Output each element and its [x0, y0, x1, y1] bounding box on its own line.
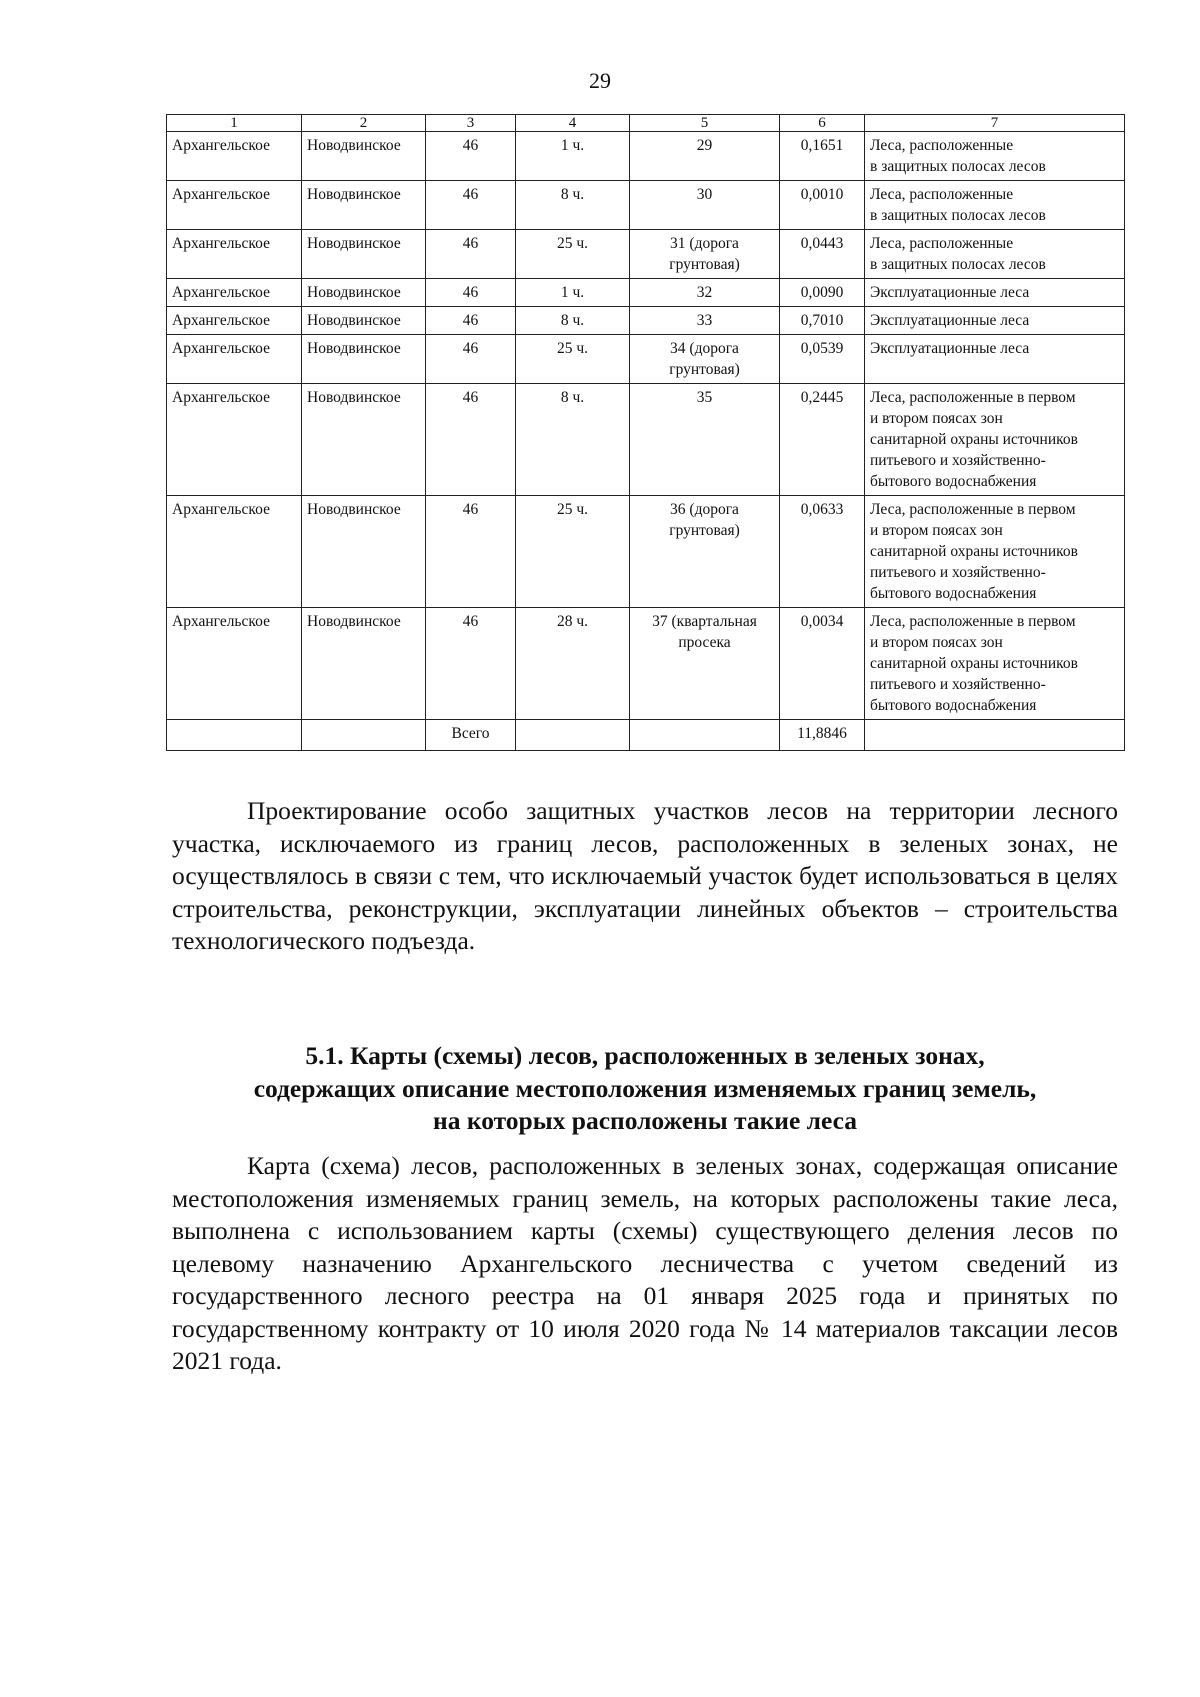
allotment-cell: 25 ч.: [516, 230, 630, 279]
district-forestry-cell: Новодвинское: [302, 384, 426, 496]
area-cell: 0,2445: [780, 384, 865, 496]
district-forestry-cell: Новодвинское: [302, 608, 426, 720]
allotment-cell: 25 ч.: [516, 496, 630, 608]
forestry-cell: Архангельское: [167, 496, 302, 608]
allotment-cell: 1 ч.: [516, 132, 630, 181]
contour-cell: 34 (дорога грунтовая): [630, 335, 780, 384]
forest-category-cell: Леса, расположенные в первом и втором поясах зон санитарной охраны источников питьевого и хозяйственно- бытового водоснабжения: [865, 608, 1125, 720]
forest-category-cell: Леса, расположенные в первом и втором поясах зон санитарной охраны источников питьевого и хозяйственно- бытового водоснабжения: [865, 384, 1125, 496]
table-row: [167, 230, 1125, 279]
table-row: [167, 181, 1125, 230]
district-forestry-cell: Новодвинское: [302, 132, 426, 181]
allotment-cell: 1 ч.: [516, 279, 630, 307]
district-forestry-cell: Новодвинское: [302, 279, 426, 307]
forest-category-cell: Леса, расположенные в первом и втором поясах зон санитарной охраны источников питьевого и хозяйственно- бытового водоснабжения: [865, 496, 1125, 608]
forestry-cell: Архангельское: [167, 230, 302, 279]
total-label: Всего: [426, 720, 516, 751]
quarter-cell: 46: [426, 335, 516, 384]
allotment-cell: 8 ч.: [516, 384, 630, 496]
quarter-cell: 46: [426, 384, 516, 496]
table-row: [167, 496, 1125, 608]
contour-cell: 36 (дорога грунтовая): [630, 496, 780, 608]
empty-cell: [302, 720, 426, 751]
table-row: [167, 335, 1125, 384]
district-forestry-cell: Новодвинское: [302, 496, 426, 608]
empty-cell: [516, 720, 630, 751]
contour-cell: 31 (дорога грунтовая): [630, 230, 780, 279]
district-forestry-cell: Новодвинское: [302, 335, 426, 384]
allotment-cell: 28 ч.: [516, 608, 630, 720]
heading-line: содержащих описание местоположения изменяемых границ земель,: [253, 1073, 1037, 1103]
area-cell: 0,0633: [780, 496, 865, 608]
column-header: 7: [865, 115, 1125, 132]
table-body: [167, 115, 1125, 751]
area-cell: 0,0539: [780, 335, 865, 384]
allotment-cell: 8 ч.: [516, 307, 630, 335]
column-header: 1: [167, 115, 302, 132]
area-cell: 0,0034: [780, 608, 865, 720]
quarter-cell: 46: [426, 132, 516, 181]
paragraph-text: Карта (схема) лесов, расположенных в зеленых зонах, содержащая описание местоположения изменяемых границ земель, на которых расположены такие леса, выполнена с использованием карты (схемы) существующего деления лесов по целевому назначению Архангельского лесничества с учетом сведений из государственного лесного реестра на 01 января 2025 года и принятых по государственному контракту от 10 июля 2020 года № 14 материалов таксации лесов 2021 года.: [172, 1151, 1118, 1375]
column-header: 2: [302, 115, 426, 132]
area-cell: 0,7010: [780, 307, 865, 335]
quarter-cell: 46: [426, 307, 516, 335]
allotment-cell: 8 ч.: [516, 181, 630, 230]
forestry-cell: Архангельское: [167, 279, 302, 307]
forestry-cell: Архангельское: [167, 132, 302, 181]
paragraph-protective-areas: [172, 795, 1118, 958]
table-row: [167, 279, 1125, 307]
quarter-cell: 46: [426, 230, 516, 279]
forest-category-cell: Леса, расположенные в защитных полосах лесов: [865, 230, 1125, 279]
contour-cell: 37 (квартальная просека: [630, 608, 780, 720]
quarter-cell: 46: [426, 496, 516, 608]
paragraph-map-description: [172, 1150, 1118, 1378]
contour-cell: 35: [630, 384, 780, 496]
table-row: [167, 307, 1125, 335]
forestry-cell: Архангельское: [167, 608, 302, 720]
forest-category-cell: Эксплуатационные леса: [865, 307, 1125, 335]
section-heading: [166, 1040, 1124, 1138]
empty-cell: [630, 720, 780, 751]
forestry-cell: Архангельское: [167, 307, 302, 335]
total-value: 11,8846: [780, 720, 865, 751]
area-cell: 0,0090: [780, 279, 865, 307]
area-cell: 0,1651: [780, 132, 865, 181]
empty-cell: [167, 720, 302, 751]
contour-cell: 32: [630, 279, 780, 307]
column-header: 6: [780, 115, 865, 132]
forest-category-cell: Эксплуатационные леса: [865, 335, 1125, 384]
table-total-row: [167, 720, 1125, 751]
allotment-cell: 25 ч.: [516, 335, 630, 384]
quarter-cell: 46: [426, 608, 516, 720]
page-number: 29: [589, 68, 611, 93]
table-row: [167, 608, 1125, 720]
column-header: 4: [516, 115, 630, 132]
forest-category-cell: Леса, расположенные в защитных полосах лесов: [865, 181, 1125, 230]
forest-category-cell: Леса, расположенные в защитных полосах лесов: [865, 132, 1125, 181]
forest-category-cell: Эксплуатационные леса: [865, 279, 1125, 307]
quarter-cell: 46: [426, 181, 516, 230]
area-cell: 0,0443: [780, 230, 865, 279]
column-header: 3: [426, 115, 516, 132]
district-forestry-cell: Новодвинское: [302, 181, 426, 230]
table-header-row: [167, 115, 1125, 132]
quarter-cell: 46: [426, 279, 516, 307]
contour-cell: 29: [630, 132, 780, 181]
heading-line: на которых расположены такие леса: [433, 1106, 857, 1135]
contour-cell: 33: [630, 307, 780, 335]
district-forestry-cell: Новодвинское: [302, 307, 426, 335]
forestry-cell: Архангельское: [167, 384, 302, 496]
district-forestry-cell: Новодвинское: [302, 230, 426, 279]
forest-table: [166, 114, 1125, 751]
forestry-cell: Архангельское: [167, 181, 302, 230]
area-cell: 0,0010: [780, 181, 865, 230]
forestry-cell: Архангельское: [167, 335, 302, 384]
heading-line: 5.1. Карты (схемы) лесов, расположенных в зеленых зонах,: [305, 1041, 985, 1070]
table-row: [167, 384, 1125, 496]
table-row: [167, 132, 1125, 181]
contour-cell: 30: [630, 181, 780, 230]
paragraph-text: Проектирование особо защитных участков лесов на территории лесного участка, исключаемого из границ лесов, расположенных в зеленых зонах, не осуществлялось в связи с тем, что исключаемый участок будет использоваться в целях строительства, реконструкции, эксплуатации линейных объектов – строительства технологического подъезда.: [172, 796, 1118, 955]
column-header: 5: [630, 115, 780, 132]
empty-cell: [865, 720, 1125, 751]
